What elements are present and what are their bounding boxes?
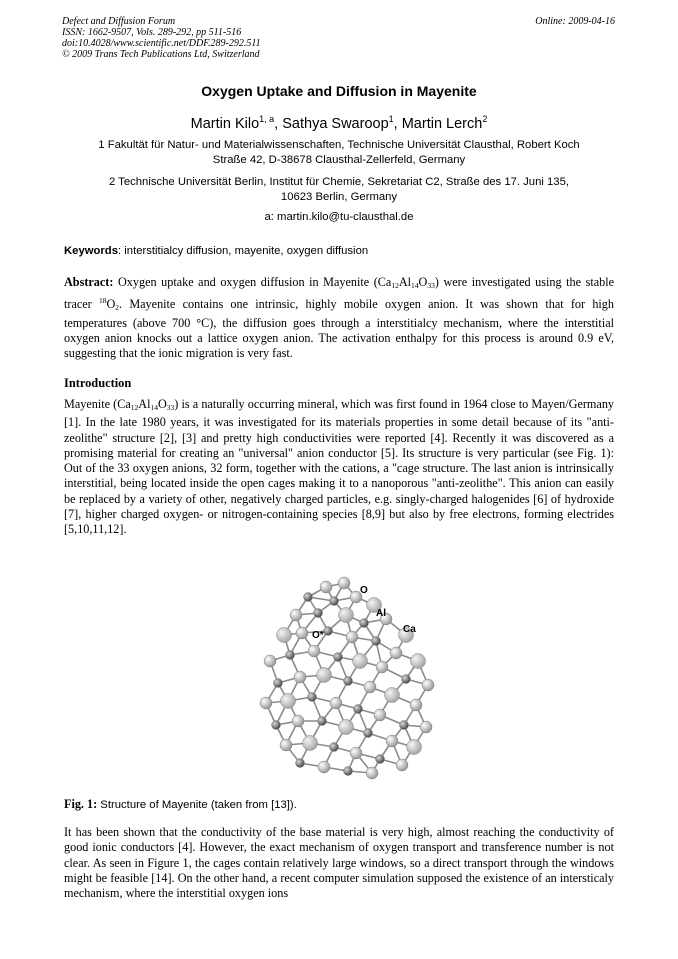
- calcium-atom: [339, 608, 354, 623]
- affiliation-1: [64, 138, 614, 168]
- affiliation-1-line-2: Straße 42, D-38678 Clausthal-Zellerfeld, Germany: [212, 154, 466, 166]
- aluminium-atom: [400, 721, 409, 730]
- aluminium-atom: [402, 675, 411, 684]
- calcium-atom: [385, 688, 400, 703]
- oxygen-atom: [386, 735, 398, 747]
- figure-caption: [64, 797, 297, 812]
- aluminium-atom: [272, 721, 281, 730]
- subscript: 33: [166, 403, 175, 412]
- keywords-label: Keywords: [64, 245, 118, 257]
- label-oxygen: O: [360, 585, 368, 596]
- oxygen-atom: [374, 709, 386, 721]
- journal-header: [62, 16, 261, 60]
- calcium-atom: [277, 628, 292, 643]
- abstract: [64, 275, 614, 362]
- aluminium-atom: [334, 653, 343, 662]
- oxygen-atom: [264, 655, 276, 667]
- aluminium-atom: [360, 619, 369, 628]
- oxygen-atom: [330, 697, 342, 709]
- body-text: O: [157, 397, 167, 411]
- subscript: 2: [115, 303, 120, 313]
- label-aluminium: Al: [376, 608, 386, 619]
- oxygen-atom: [338, 577, 350, 589]
- calcium-atom: [339, 720, 354, 735]
- subscript: 14: [411, 281, 419, 290]
- oxygen-atom: [364, 681, 376, 693]
- label-calcium: Ca: [403, 624, 416, 635]
- doi-line: doi:10.4028/www.scientific.net/DDF.289-292.511: [62, 38, 261, 49]
- affiliation-1-line-1: 1 Fakultät für Natur- und Materialwissenschaften, Technische Universität Clausthal, Robert Koch: [98, 139, 580, 151]
- issn-line: ISSN: 1662-9507, Vols. 289-292, pp 511-516: [62, 27, 242, 38]
- affiliation-2-line-1: 2 Technische Universität Berlin, Institut für Chemie, Sekretariat C2, Straße des 17. Juni 135,: [108, 176, 570, 188]
- calcium-atom: [303, 736, 318, 751]
- corresponding-email: a: martin.kilo@tu-clausthal.de: [264, 211, 414, 223]
- author-1-affiliation: 1, a: [259, 114, 275, 124]
- figure-caption-text: Structure of Mayenite (taken from [13]).: [97, 799, 297, 811]
- aluminium-atom: [308, 693, 317, 702]
- oxygen-atom: [346, 631, 358, 643]
- abstract-text: . Mayenite contains one intrinsic, highly mobile oxygen anion. It was shown that for high temperatures (above 700 °C), the diffusion goes through a interstitialcy mechanism, where the interstitial oxygen anion knocks out a lattice oxygen anion. The activation enthalpy for this process is around 0.9 eV, suggesting that the ionic migration is very fast.: [64, 297, 614, 361]
- oxygen-atom: [350, 747, 362, 759]
- abstract-text: O: [106, 297, 116, 312]
- oxygen-atom: [390, 647, 402, 659]
- affiliation-2-line-2: 10623 Berlin, Germany: [280, 191, 398, 203]
- oxygen-atom: [260, 697, 272, 709]
- subscript: 12: [391, 281, 399, 290]
- author-3-affiliation: 2: [482, 114, 488, 124]
- oxygen-atom: [366, 767, 378, 779]
- body-text: ) is a naturally occurring mineral, which was first found in 1964 close to Mayen/Germany [1]. In the late 1980 years, it was investigated for its materials properties in some detail because of its "anti-zeolithe" structure [2], [3] and pretty high conductivities were reported [4]. Recently it was discovered as a promising material for creating an "universal" anion conductor [5]. Its structure is very particular (see Fig. 1): Out of the 33 oxygen anions, 32 form, together with the cations, a "cage structure. The last anion is intrinsically interstitial, being located inside the open cages making it to a nanoporous "anti-zeolithe". This anion can easily be replaced by a variety of other, negatively charged particles, e.g. singly-charged halogenides [6] of hydroxide [7], higher charged oxygen- or nitrogen-containing species [8,9] but also by free electrons, forming electrides [5,10,11,12].: [64, 397, 615, 537]
- superscript: 18: [98, 296, 107, 306]
- calcium-atom: [281, 694, 296, 709]
- calcium-atom: [353, 654, 368, 669]
- oxygen-atom: [410, 699, 422, 711]
- aluminium-atom: [314, 609, 323, 618]
- author-3: Martin Lerch: [401, 115, 483, 132]
- author-separator: ,: [393, 115, 402, 132]
- oxygen-atom: [308, 645, 320, 657]
- calcium-atom: [407, 740, 422, 755]
- journal-name: Defect and Diffusion Forum: [62, 16, 176, 27]
- subscript: 33: [427, 281, 435, 290]
- aluminium-atom: [376, 755, 385, 764]
- aluminium-atom: [324, 627, 333, 636]
- oxygen-atom: [292, 715, 304, 727]
- oxygen-atom: [290, 609, 302, 621]
- aluminium-atom: [364, 729, 373, 738]
- label-interstitial-oxygen: O*: [312, 630, 324, 641]
- subscript: 14: [150, 403, 158, 412]
- author-separator: ,: [274, 115, 283, 132]
- author-2-affiliation: 1: [388, 114, 394, 124]
- body-paragraph-2: It has been shown that the conductivity of the base material is very high, almost reaching the conductivity of good ionic conductors [4]. However, the exact mechanism of oxygen transport and transference number is not clear. As seen in Figure 1, the cages contain relatively large windows, so a direct transport through the windows might be feasible [14]. On the other hand, a recent computer simulation supposed the existence of an intersticaly mechanism, where the interstitial oxygen ions: [64, 825, 614, 901]
- calcium-atom: [317, 668, 332, 683]
- body-text: Mayenite (Ca: [64, 397, 131, 411]
- aluminium-atom: [344, 677, 353, 686]
- oxygen-atom: [420, 721, 432, 733]
- keywords-text: : interstitialcy diffusion, mayenite, oxygen diffusion: [118, 245, 369, 257]
- oxygen-atom: [320, 581, 332, 593]
- aluminium-atom: [274, 679, 283, 688]
- aluminium-atom: [304, 593, 313, 602]
- aluminium-atom: [318, 717, 327, 726]
- oxygen-atom: [318, 761, 330, 773]
- author-1: Martin Kilo: [190, 115, 260, 132]
- figure-caption-label: Fig. 1:: [64, 797, 98, 811]
- abstract-text: O: [418, 275, 428, 289]
- abstract-text: Oxygen uptake and oxygen diffusion in Mayenite (Ca: [113, 275, 392, 289]
- introduction-paragraph: [64, 397, 614, 538]
- mayenite-structure-figure: [256, 575, 446, 780]
- aluminium-atom: [296, 759, 305, 768]
- oxygen-atom: [280, 739, 292, 751]
- subscript: 12: [130, 403, 139, 412]
- abstract-label: Abstract:: [64, 275, 114, 289]
- aluminium-atom: [372, 637, 381, 646]
- abstract-text: Al: [398, 275, 412, 289]
- author-2: Sathya Swaroop: [282, 115, 389, 132]
- body-text: Al: [138, 397, 151, 411]
- affiliation-2: [64, 175, 614, 205]
- author-list: [0, 114, 678, 132]
- oxygen-atom: [294, 671, 306, 683]
- aluminium-atom: [344, 767, 353, 776]
- atom-set: [260, 577, 434, 779]
- aluminium-atom: [330, 597, 339, 606]
- oxygen-atom: [296, 627, 308, 639]
- copyright-line: © 2009 Trans Tech Publications Ltd, Switzerland: [62, 49, 260, 60]
- abstract-text: ) were investigated using the stable tracer: [64, 275, 614, 312]
- introduction-heading: Introduction: [64, 376, 132, 390]
- keywords: [64, 245, 368, 257]
- aluminium-atom: [354, 705, 363, 714]
- calcium-atom: [411, 654, 426, 669]
- aluminium-atom: [286, 651, 295, 660]
- aluminium-atom: [330, 743, 339, 752]
- online-date: Online: 2009-04-16: [535, 16, 615, 27]
- oxygen-atom: [396, 759, 408, 771]
- paper-title: Oxygen Uptake and Diffusion in Mayenite: [201, 83, 477, 99]
- oxygen-atom: [376, 661, 388, 673]
- oxygen-atom: [422, 679, 434, 691]
